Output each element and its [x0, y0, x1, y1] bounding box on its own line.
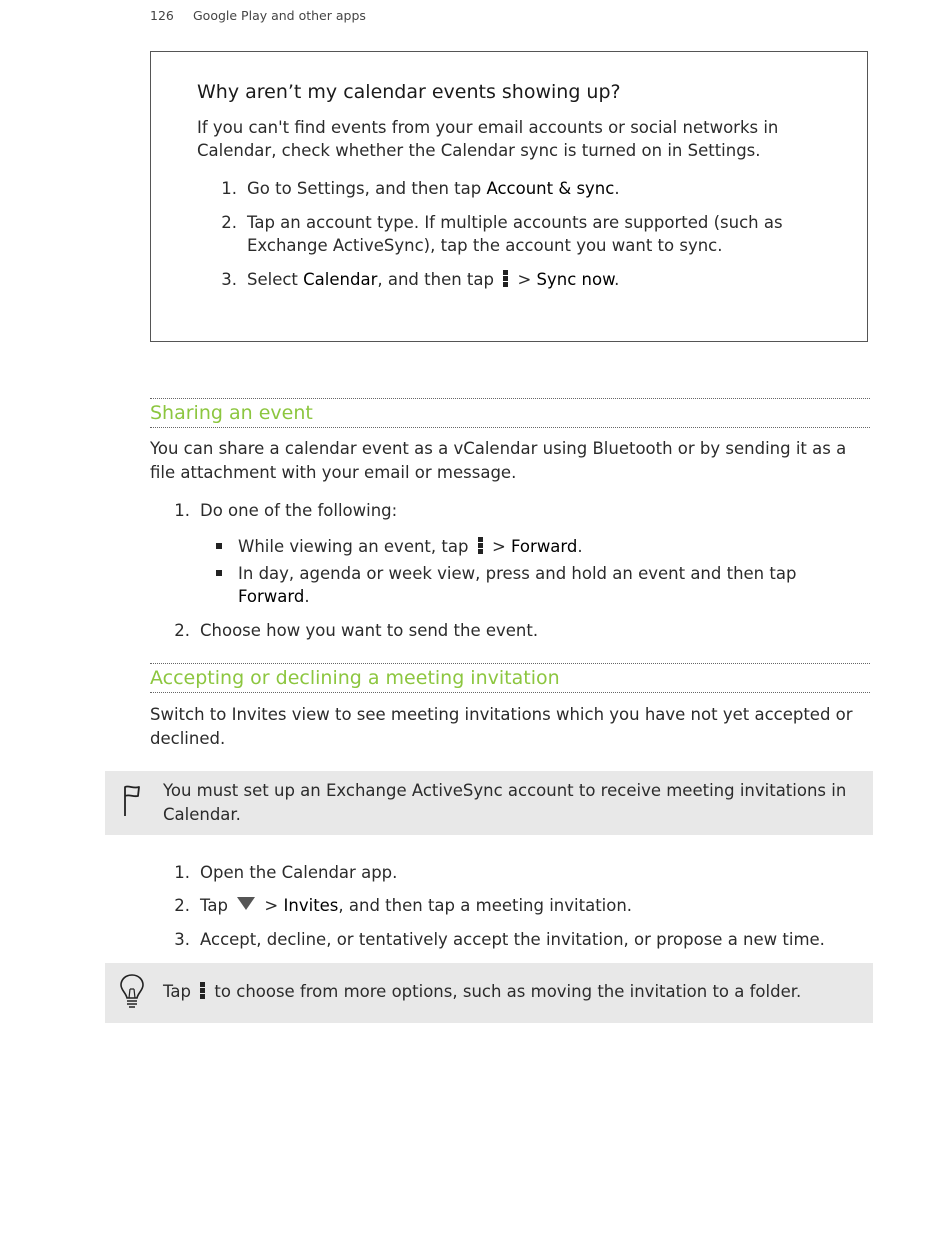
- callout-step-3: 3. Select Calendar, and then tap > Sync now.: [221, 270, 620, 289]
- more-options-icon: [503, 270, 508, 287]
- sharing-bullet-2: In day, agenda or week view, press and hold an event and then tap Forward.: [238, 562, 818, 608]
- lightbulb-icon: [119, 973, 145, 1009]
- page-header: [150, 8, 366, 23]
- page-number: 126: [150, 8, 174, 23]
- callout-step-2: 2. Tap an account type. If multiple accounts are supported (such as Exchange ActiveSync), tap the account you want to sync.: [221, 213, 783, 255]
- more-options-icon: [478, 537, 483, 554]
- accepting-step-3: 3. Accept, decline, or tentatively accept the invitation, or propose a new time.: [174, 930, 825, 949]
- divider: [150, 663, 870, 664]
- callout-intro: If you can't find events from your email accounts or social networks in Calendar, check whether the Calendar sync is turned on in Settings.: [197, 118, 779, 160]
- accepting-step-1: 1. Open the Calendar app.: [174, 863, 398, 882]
- divider: [150, 692, 870, 693]
- accepting-intro: Switch to Invites view to see meeting invitations which you have not yet accepted or declined.: [150, 705, 853, 748]
- sharing-step-1: 1. Do one of the following:: [174, 501, 398, 520]
- sharing-heading: Sharing an event: [150, 402, 313, 424]
- section-title: Google Play and other apps: [193, 8, 366, 23]
- tip-text: Tap to choose from more options, such as moving the invitation to a folder.: [163, 982, 802, 1001]
- sharing-bullet-1: While viewing an event, tap > Forward.: [238, 535, 838, 558]
- tip-box: [105, 963, 873, 1023]
- more-options-icon: [200, 982, 205, 999]
- accepting-step-2: 2. Tap > Invites, and then tap a meeting invitation.: [174, 896, 633, 915]
- divider: [150, 398, 870, 399]
- note-text: You must set up an Exchange ActiveSync account to receive meeting invitations in Calendar.: [163, 781, 847, 824]
- divider: [150, 427, 870, 428]
- note-box: [105, 771, 873, 835]
- faq-callout-box: [150, 51, 868, 342]
- account-sync-label: Account & sync: [486, 179, 615, 198]
- sharing-intro: You can share a calendar event as a vCalendar using Bluetooth or by sending it as a file attachment with your email or message.: [150, 439, 847, 482]
- sharing-step-2: 2. Choose how you want to send the event.: [174, 621, 539, 640]
- accepting-heading: Accepting or declining a meeting invitation: [150, 667, 560, 689]
- dropdown-triangle-icon: [237, 897, 255, 910]
- flag-icon: [122, 784, 142, 818]
- callout-step-1: 1. Go to Settings, and then tap Account & sync.: [221, 179, 620, 198]
- callout-title: Why aren’t my calendar events showing up?: [197, 81, 621, 103]
